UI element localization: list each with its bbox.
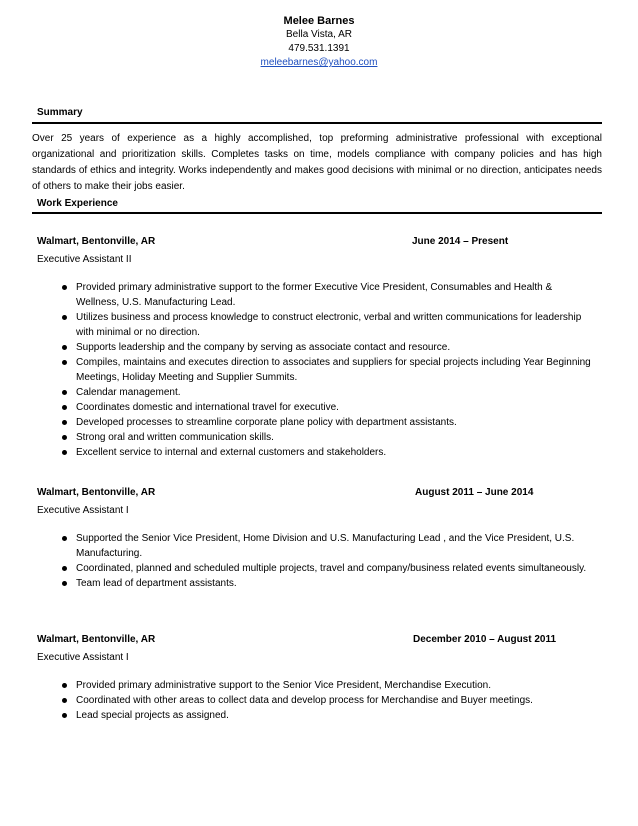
bullet-icon — [62, 536, 67, 541]
candidate-phone: 479.531.1391 — [288, 43, 350, 54]
work-experience-divider — [32, 212, 602, 214]
job-bullet: Coordinated, planned and scheduled multiple projects, travel and company/business related events simultaneously. — [37, 561, 596, 576]
bullet-icon — [62, 435, 67, 440]
summary-divider — [32, 122, 602, 124]
job-bullet: Strong oral and written communication skills. — [37, 430, 596, 445]
bullet-icon — [62, 450, 67, 455]
bullet-icon — [62, 390, 67, 395]
job-bullet: Lead special projects as assigned. — [37, 708, 596, 723]
job-dates: August 2011 – June 2014 — [415, 487, 534, 498]
bullet-icon — [62, 420, 67, 425]
candidate-name: Melee Barnes — [283, 15, 355, 27]
bullet-icon — [62, 713, 67, 718]
job-bullet: Coordinated with other areas to collect data and develop process for Merchandise and Buyer meetings. — [37, 693, 596, 708]
bullet-icon — [62, 285, 67, 290]
job-bullet-list — [37, 678, 602, 723]
job-bullet: Utilizes business and process knowledge to construct electronic, verbal and written communications for leadership with minimal or no direction. — [37, 310, 596, 340]
bullet-icon — [62, 315, 67, 320]
job-bullet: Developed processes to streamline corporate plane policy with department assistants. — [37, 415, 596, 430]
job-bullet: Provided primary administrative support to the Senior Vice President, Merchandise Execution. — [37, 678, 596, 693]
job-company: Walmart, Bentonville, AR — [37, 236, 156, 247]
job-title: Executive Assistant I — [37, 652, 129, 663]
job-title: Executive Assistant II — [37, 254, 132, 265]
resume-header — [0, 14, 638, 70]
job-bullet-list — [37, 531, 602, 591]
summary-text: Over 25 years of experience as a highly accomplished, top preforming administrative professional with exceptional organizational and prioritization skills. Completes tasks on time, models compliance with company policies and has high standards of ethics and integrity. Works independently and makes good decisions with minimal or no direction, anticipates needs of others to make their jobs easier. — [32, 133, 602, 192]
candidate-email-link[interactable]: meleebarnes@yahoo.com — [260, 57, 378, 68]
bullet-icon — [62, 566, 67, 571]
job-entry — [37, 634, 602, 723]
job-company: Walmart, Bentonville, AR — [37, 487, 156, 498]
job-bullet: Calendar management. — [37, 385, 596, 400]
job-bullet: Compiles, maintains and executes direction to associates and suppliers for special projects including Year Beginning Meetings, Holiday Meeting and Supplier Summits. — [37, 355, 596, 385]
job-bullet: Provided primary administrative support to the former Executive Vice President, Consumables and Health & Wellness, U.S. Manufacturing Lead. — [37, 280, 596, 310]
job-title: Executive Assistant I — [37, 505, 129, 516]
job-bullet: Team lead of department assistants. — [37, 576, 596, 591]
job-bullet: Supports leadership and the company by serving as associate contact and resource. — [37, 340, 596, 355]
work-experience-heading: Work Experience — [37, 198, 118, 209]
job-bullet: Excellent service to internal and external customers and stakeholders. — [37, 445, 596, 460]
job-company: Walmart, Bentonville, AR — [37, 634, 156, 645]
job-bullet-list — [37, 280, 602, 460]
job-bullet: Coordinates domestic and international travel for executive. — [37, 400, 596, 415]
bullet-icon — [62, 683, 67, 688]
bullet-icon — [62, 360, 67, 365]
job-bullet: Supported the Senior Vice President, Home Division and U.S. Manufacturing Lead , and the Vice President, U.S. Manufacturing. — [37, 531, 596, 561]
summary-heading: Summary — [37, 107, 83, 118]
bullet-icon — [62, 345, 67, 350]
candidate-location: Bella Vista, AR — [286, 29, 352, 40]
job-dates: June 2014 – Present — [412, 236, 509, 247]
bullet-icon — [62, 581, 67, 586]
job-dates: December 2010 – August 2011 — [413, 634, 557, 645]
job-entry — [37, 487, 602, 591]
bullet-icon — [62, 405, 67, 410]
job-entry — [37, 236, 602, 460]
bullet-icon — [62, 698, 67, 703]
